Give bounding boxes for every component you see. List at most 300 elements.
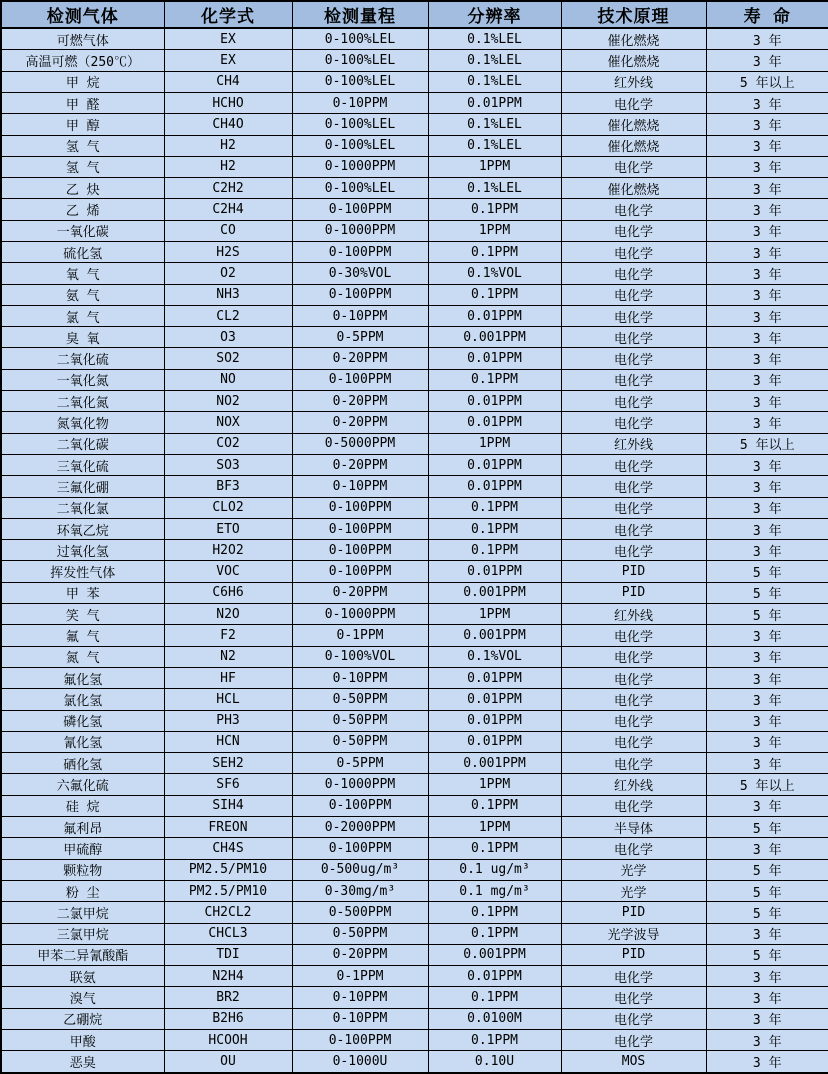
cell-range: 0-100PPM [292, 561, 428, 582]
cell-gas: 甲 醛 [1, 92, 164, 113]
cell-gas: 一氧化碳 [1, 220, 164, 241]
cell-lifespan: 3 年 [706, 348, 828, 369]
cell-lifespan: 5 年 [706, 902, 828, 923]
cell-range: 0-1PPM [292, 966, 428, 987]
cell-gas: 甲 烷 [1, 71, 164, 92]
cell-lifespan: 5 年 [706, 561, 828, 582]
cell-gas: 过氧化氢 [1, 540, 164, 561]
cell-range: 0-20PPM [292, 454, 428, 475]
cell-principle: 催化燃烧 [561, 28, 706, 50]
cell-range: 0-100%LEL [292, 114, 428, 135]
cell-resolution: 0.1PPM [428, 838, 561, 859]
cell-principle: 电化学 [561, 795, 706, 816]
cell-resolution: 0.10U [428, 1051, 561, 1073]
cell-range: 0-1000U [292, 1051, 428, 1073]
cell-lifespan: 3 年 [706, 838, 828, 859]
cell-gas: 笑 气 [1, 604, 164, 625]
cell-gas: 三氧化硫 [1, 454, 164, 475]
cell-formula: CH4 [164, 71, 292, 92]
cell-gas: 氮氧化物 [1, 412, 164, 433]
column-header-lifespan: 寿 命 [706, 1, 828, 28]
cell-range: 0-10PPM [292, 1008, 428, 1029]
cell-formula: B2H6 [164, 1008, 292, 1029]
table-row [1, 263, 828, 284]
cell-formula: CH2CL2 [164, 902, 292, 923]
cell-lifespan: 5 年以上 [706, 774, 828, 795]
cell-principle: 电化学 [561, 710, 706, 731]
table-row [1, 966, 828, 987]
cell-principle: MOS [561, 1051, 706, 1073]
cell-range: 0-50PPM [292, 731, 428, 752]
cell-gas: 氧 气 [1, 263, 164, 284]
cell-gas: 磷化氢 [1, 710, 164, 731]
cell-principle: 电化学 [561, 966, 706, 987]
cell-range: 0-1000PPM [292, 220, 428, 241]
cell-gas: 氰化氢 [1, 731, 164, 752]
cell-principle: 电化学 [561, 476, 706, 497]
cell-principle: 电化学 [561, 987, 706, 1008]
table-header [1, 1, 828, 28]
cell-range: 0-50PPM [292, 689, 428, 710]
cell-principle: PID [561, 582, 706, 603]
cell-lifespan: 3 年 [706, 284, 828, 305]
column-header-range: 检测量程 [292, 1, 428, 28]
cell-resolution: 0.1PPM [428, 540, 561, 561]
table-row [1, 731, 828, 752]
table-row [1, 454, 828, 475]
cell-range: 0-10PPM [292, 476, 428, 497]
cell-resolution: 0.01PPM [428, 391, 561, 412]
cell-range: 0-20PPM [292, 348, 428, 369]
cell-gas: 氮 气 [1, 646, 164, 667]
cell-formula: CH4S [164, 838, 292, 859]
cell-gas: 甲硫醇 [1, 838, 164, 859]
table-row [1, 859, 828, 880]
cell-principle: 电化学 [561, 391, 706, 412]
cell-lifespan: 3 年 [706, 625, 828, 646]
cell-gas: 氟 气 [1, 625, 164, 646]
cell-formula: VOC [164, 561, 292, 582]
cell-resolution: 0.01PPM [428, 667, 561, 688]
cell-range: 0-100%LEL [292, 50, 428, 71]
cell-formula: CH4O [164, 114, 292, 135]
cell-principle: 电化学 [561, 667, 706, 688]
cell-formula: NH3 [164, 284, 292, 305]
table-row [1, 604, 828, 625]
table-row [1, 1008, 828, 1029]
cell-resolution: 1PPM [428, 817, 561, 838]
cell-resolution: 0.1%LEL [428, 71, 561, 92]
cell-principle: 电化学 [561, 731, 706, 752]
cell-resolution: 0.1PPM [428, 923, 561, 944]
cell-gas: 氟化氢 [1, 667, 164, 688]
cell-lifespan: 3 年 [706, 987, 828, 1008]
table-row [1, 50, 828, 71]
table-header-row [1, 1, 828, 28]
cell-range: 0-50PPM [292, 710, 428, 731]
table-row [1, 348, 828, 369]
cell-formula: CLO2 [164, 497, 292, 518]
table-row [1, 838, 828, 859]
table-row [1, 561, 828, 582]
cell-resolution: 0.001PPM [428, 944, 561, 965]
cell-gas: 乙 烯 [1, 199, 164, 220]
table-row [1, 817, 828, 838]
cell-range: 0-10PPM [292, 92, 428, 113]
cell-lifespan: 5 年 [706, 817, 828, 838]
cell-resolution: 1PPM [428, 156, 561, 177]
cell-formula: H2O2 [164, 540, 292, 561]
cell-principle: PID [561, 561, 706, 582]
cell-formula: TDI [164, 944, 292, 965]
table-row [1, 774, 828, 795]
cell-formula: N2H4 [164, 966, 292, 987]
cell-gas: 高温可燃（250℃） [1, 50, 164, 71]
cell-formula: PM2.5/PM10 [164, 859, 292, 880]
cell-resolution: 0.1%LEL [428, 28, 561, 50]
cell-formula: NO2 [164, 391, 292, 412]
cell-principle: 半导体 [561, 817, 706, 838]
cell-resolution: 0.1 ug/m³ [428, 859, 561, 880]
cell-range: 0-100PPM [292, 497, 428, 518]
cell-gas: 环氧乙烷 [1, 518, 164, 539]
cell-range: 0-30%VOL [292, 263, 428, 284]
cell-resolution: 0.01PPM [428, 92, 561, 113]
cell-resolution: 0.1PPM [428, 1029, 561, 1050]
cell-principle: 电化学 [561, 263, 706, 284]
cell-principle: 催化燃烧 [561, 50, 706, 71]
cell-principle: 电化学 [561, 284, 706, 305]
cell-gas: 三氟化硼 [1, 476, 164, 497]
cell-principle: 电化学 [561, 540, 706, 561]
cell-formula: H2 [164, 135, 292, 156]
cell-formula: BR2 [164, 987, 292, 1008]
cell-resolution: 0.1PPM [428, 795, 561, 816]
cell-principle: PID [561, 944, 706, 965]
cell-gas: 甲酸 [1, 1029, 164, 1050]
cell-gas: 氢 气 [1, 156, 164, 177]
cell-lifespan: 3 年 [706, 497, 828, 518]
cell-range: 0-10PPM [292, 987, 428, 1008]
table-row [1, 1029, 828, 1050]
table-row [1, 540, 828, 561]
cell-range: 0-20PPM [292, 582, 428, 603]
cell-lifespan: 3 年 [706, 305, 828, 326]
cell-lifespan: 5 年 [706, 582, 828, 603]
table-row [1, 412, 828, 433]
cell-gas: 挥发性气体 [1, 561, 164, 582]
table-row [1, 582, 828, 603]
cell-formula: NOX [164, 412, 292, 433]
cell-lifespan: 3 年 [706, 795, 828, 816]
cell-formula: C2H2 [164, 178, 292, 199]
table-row [1, 433, 828, 454]
cell-formula: HCL [164, 689, 292, 710]
cell-range: 0-20PPM [292, 944, 428, 965]
cell-resolution: 0.1 mg/m³ [428, 880, 561, 901]
table-row [1, 518, 828, 539]
cell-gas: 六氟化硫 [1, 774, 164, 795]
cell-lifespan: 3 年 [706, 731, 828, 752]
cell-range: 0-100PPM [292, 369, 428, 390]
cell-resolution: 1PPM [428, 433, 561, 454]
cell-resolution: 0.1PPM [428, 242, 561, 263]
cell-formula: SF6 [164, 774, 292, 795]
table-row [1, 178, 828, 199]
cell-lifespan: 3 年 [706, 689, 828, 710]
table-row [1, 220, 828, 241]
cell-lifespan: 3 年 [706, 1029, 828, 1050]
table-row [1, 305, 828, 326]
cell-resolution: 0.1PPM [428, 987, 561, 1008]
table-row [1, 795, 828, 816]
cell-lifespan: 3 年 [706, 966, 828, 987]
cell-lifespan: 3 年 [706, 178, 828, 199]
cell-principle: 电化学 [561, 753, 706, 774]
cell-resolution: 0.0100M [428, 1008, 561, 1029]
cell-range: 0-50PPM [292, 923, 428, 944]
cell-range: 0-100%LEL [292, 28, 428, 50]
cell-gas: 颗粒物 [1, 859, 164, 880]
cell-principle: 电化学 [561, 454, 706, 475]
cell-formula: OU [164, 1051, 292, 1073]
table-body [1, 28, 828, 1073]
cell-range: 0-100PPM [292, 1029, 428, 1050]
cell-lifespan: 3 年 [706, 327, 828, 348]
cell-principle: 电化学 [561, 646, 706, 667]
cell-formula: HF [164, 667, 292, 688]
cell-formula: CL2 [164, 305, 292, 326]
cell-gas: 乙 炔 [1, 178, 164, 199]
cell-formula: C6H6 [164, 582, 292, 603]
cell-gas: 粉 尘 [1, 880, 164, 901]
table-row [1, 242, 828, 263]
cell-lifespan: 5 年 [706, 880, 828, 901]
cell-resolution: 0.01PPM [428, 454, 561, 475]
cell-lifespan: 3 年 [706, 518, 828, 539]
cell-range: 0-1PPM [292, 625, 428, 646]
cell-gas: 甲 苯 [1, 582, 164, 603]
cell-range: 0-1000PPM [292, 774, 428, 795]
table-row [1, 391, 828, 412]
cell-range: 0-100%LEL [292, 178, 428, 199]
cell-range: 0-100PPM [292, 518, 428, 539]
cell-resolution: 0.001PPM [428, 625, 561, 646]
cell-resolution: 1PPM [428, 220, 561, 241]
cell-principle: 电化学 [561, 689, 706, 710]
cell-principle: 电化学 [561, 156, 706, 177]
cell-gas: 硫化氢 [1, 242, 164, 263]
cell-lifespan: 3 年 [706, 263, 828, 284]
cell-resolution: 0.1%LEL [428, 114, 561, 135]
cell-lifespan: 3 年 [706, 114, 828, 135]
table-row [1, 625, 828, 646]
cell-gas: 乙硼烷 [1, 1008, 164, 1029]
cell-principle: 红外线 [561, 71, 706, 92]
cell-principle: 电化学 [561, 199, 706, 220]
cell-lifespan: 3 年 [706, 242, 828, 263]
cell-resolution: 0.1PPM [428, 369, 561, 390]
cell-formula: SIH4 [164, 795, 292, 816]
cell-range: 0-2000PPM [292, 817, 428, 838]
cell-resolution: 0.001PPM [428, 753, 561, 774]
cell-resolution: 0.01PPM [428, 305, 561, 326]
cell-formula: NO [164, 369, 292, 390]
cell-range: 0-5000PPM [292, 433, 428, 454]
cell-gas: 二氧化氮 [1, 391, 164, 412]
table-row [1, 902, 828, 923]
table-row [1, 1051, 828, 1073]
column-header-formula: 化学式 [164, 1, 292, 28]
cell-formula: O3 [164, 327, 292, 348]
cell-lifespan: 3 年 [706, 1051, 828, 1073]
cell-resolution: 0.1PPM [428, 902, 561, 923]
cell-principle: 电化学 [561, 348, 706, 369]
cell-principle: 电化学 [561, 838, 706, 859]
cell-gas: 氯化氢 [1, 689, 164, 710]
cell-formula: PM2.5/PM10 [164, 880, 292, 901]
cell-principle: 红外线 [561, 604, 706, 625]
cell-formula: CHCL3 [164, 923, 292, 944]
cell-range: 0-20PPM [292, 412, 428, 433]
table-row [1, 880, 828, 901]
cell-gas: 可燃气体 [1, 28, 164, 50]
cell-lifespan: 3 年 [706, 753, 828, 774]
cell-resolution: 0.1PPM [428, 518, 561, 539]
cell-formula: SO3 [164, 454, 292, 475]
column-header-principle: 技术原理 [561, 1, 706, 28]
cell-resolution: 0.1%VOL [428, 263, 561, 284]
cell-lifespan: 3 年 [706, 412, 828, 433]
cell-range: 0-100%LEL [292, 71, 428, 92]
cell-range: 0-100PPM [292, 284, 428, 305]
cell-range: 0-100PPM [292, 242, 428, 263]
cell-lifespan: 3 年 [706, 220, 828, 241]
cell-principle: 红外线 [561, 774, 706, 795]
cell-lifespan: 5 年 [706, 604, 828, 625]
cell-range: 0-100PPM [292, 540, 428, 561]
cell-gas: 一氧化氮 [1, 369, 164, 390]
cell-principle: 催化燃烧 [561, 178, 706, 199]
cell-resolution: 0.01PPM [428, 731, 561, 752]
cell-lifespan: 5 年 [706, 859, 828, 880]
cell-principle: 电化学 [561, 327, 706, 348]
cell-range: 0-10PPM [292, 667, 428, 688]
cell-principle: 电化学 [561, 412, 706, 433]
cell-range: 0-500ug/m³ [292, 859, 428, 880]
cell-gas: 氢 气 [1, 135, 164, 156]
cell-formula: EX [164, 50, 292, 71]
cell-gas: 氯 气 [1, 305, 164, 326]
cell-resolution: 0.01PPM [428, 689, 561, 710]
table-row [1, 497, 828, 518]
table-row [1, 199, 828, 220]
cell-formula: SO2 [164, 348, 292, 369]
column-header-resolution: 分辨率 [428, 1, 561, 28]
table-row [1, 284, 828, 305]
table-row [1, 114, 828, 135]
table-row [1, 156, 828, 177]
cell-principle: 光学 [561, 859, 706, 880]
cell-gas: 二氧化氯 [1, 497, 164, 518]
cell-gas: 甲苯二异氰酸酯 [1, 944, 164, 965]
cell-resolution: 0.1%LEL [428, 178, 561, 199]
cell-lifespan: 3 年 [706, 710, 828, 731]
cell-principle: 红外线 [561, 433, 706, 454]
cell-gas: 氟利昂 [1, 817, 164, 838]
table-row [1, 753, 828, 774]
cell-range: 0-100%VOL [292, 646, 428, 667]
cell-principle: 电化学 [561, 369, 706, 390]
cell-formula: CO2 [164, 433, 292, 454]
cell-principle: 电化学 [561, 497, 706, 518]
table-row [1, 476, 828, 497]
cell-resolution: 0.01PPM [428, 710, 561, 731]
cell-principle: 电化学 [561, 1029, 706, 1050]
table-row [1, 710, 828, 731]
cell-formula: N2 [164, 646, 292, 667]
cell-principle: 电化学 [561, 220, 706, 241]
cell-lifespan: 3 年 [706, 646, 828, 667]
cell-resolution: 0.1PPM [428, 284, 561, 305]
cell-lifespan: 3 年 [706, 199, 828, 220]
table-row [1, 689, 828, 710]
cell-lifespan: 5 年以上 [706, 433, 828, 454]
cell-principle: 电化学 [561, 305, 706, 326]
cell-resolution: 0.01PPM [428, 348, 561, 369]
cell-formula: SEH2 [164, 753, 292, 774]
cell-gas: 三氯甲烷 [1, 923, 164, 944]
cell-lifespan: 3 年 [706, 540, 828, 561]
cell-principle: 催化燃烧 [561, 114, 706, 135]
cell-resolution: 1PPM [428, 604, 561, 625]
cell-range: 0-1000PPM [292, 156, 428, 177]
cell-gas: 联氨 [1, 966, 164, 987]
cell-principle: 电化学 [561, 92, 706, 113]
column-header-gas: 检测气体 [1, 1, 164, 28]
table-row [1, 646, 828, 667]
cell-principle: 光学 [561, 880, 706, 901]
cell-lifespan: 3 年 [706, 156, 828, 177]
cell-lifespan: 3 年 [706, 135, 828, 156]
cell-resolution: 0.1%LEL [428, 135, 561, 156]
cell-principle: 电化学 [561, 242, 706, 263]
cell-gas: 硅 烷 [1, 795, 164, 816]
cell-formula: C2H4 [164, 199, 292, 220]
cell-range: 0-5PPM [292, 327, 428, 348]
cell-range: 0-5PPM [292, 753, 428, 774]
cell-gas: 甲 醇 [1, 114, 164, 135]
cell-gas: 恶臭 [1, 1051, 164, 1073]
cell-lifespan: 3 年 [706, 28, 828, 50]
table-row [1, 92, 828, 113]
cell-resolution: 0.01PPM [428, 476, 561, 497]
table-row [1, 327, 828, 348]
cell-range: 0-10PPM [292, 305, 428, 326]
cell-principle: 电化学 [561, 518, 706, 539]
cell-lifespan: 3 年 [706, 1008, 828, 1029]
cell-resolution: 0.01PPM [428, 412, 561, 433]
cell-resolution: 0.1PPM [428, 199, 561, 220]
cell-gas: 氨 气 [1, 284, 164, 305]
cell-resolution: 0.001PPM [428, 582, 561, 603]
cell-range: 0-1000PPM [292, 604, 428, 625]
cell-formula: N2O [164, 604, 292, 625]
cell-range: 0-100PPM [292, 199, 428, 220]
cell-range: 0-100%LEL [292, 135, 428, 156]
cell-resolution: 0.1%LEL [428, 50, 561, 71]
cell-lifespan: 3 年 [706, 391, 828, 412]
